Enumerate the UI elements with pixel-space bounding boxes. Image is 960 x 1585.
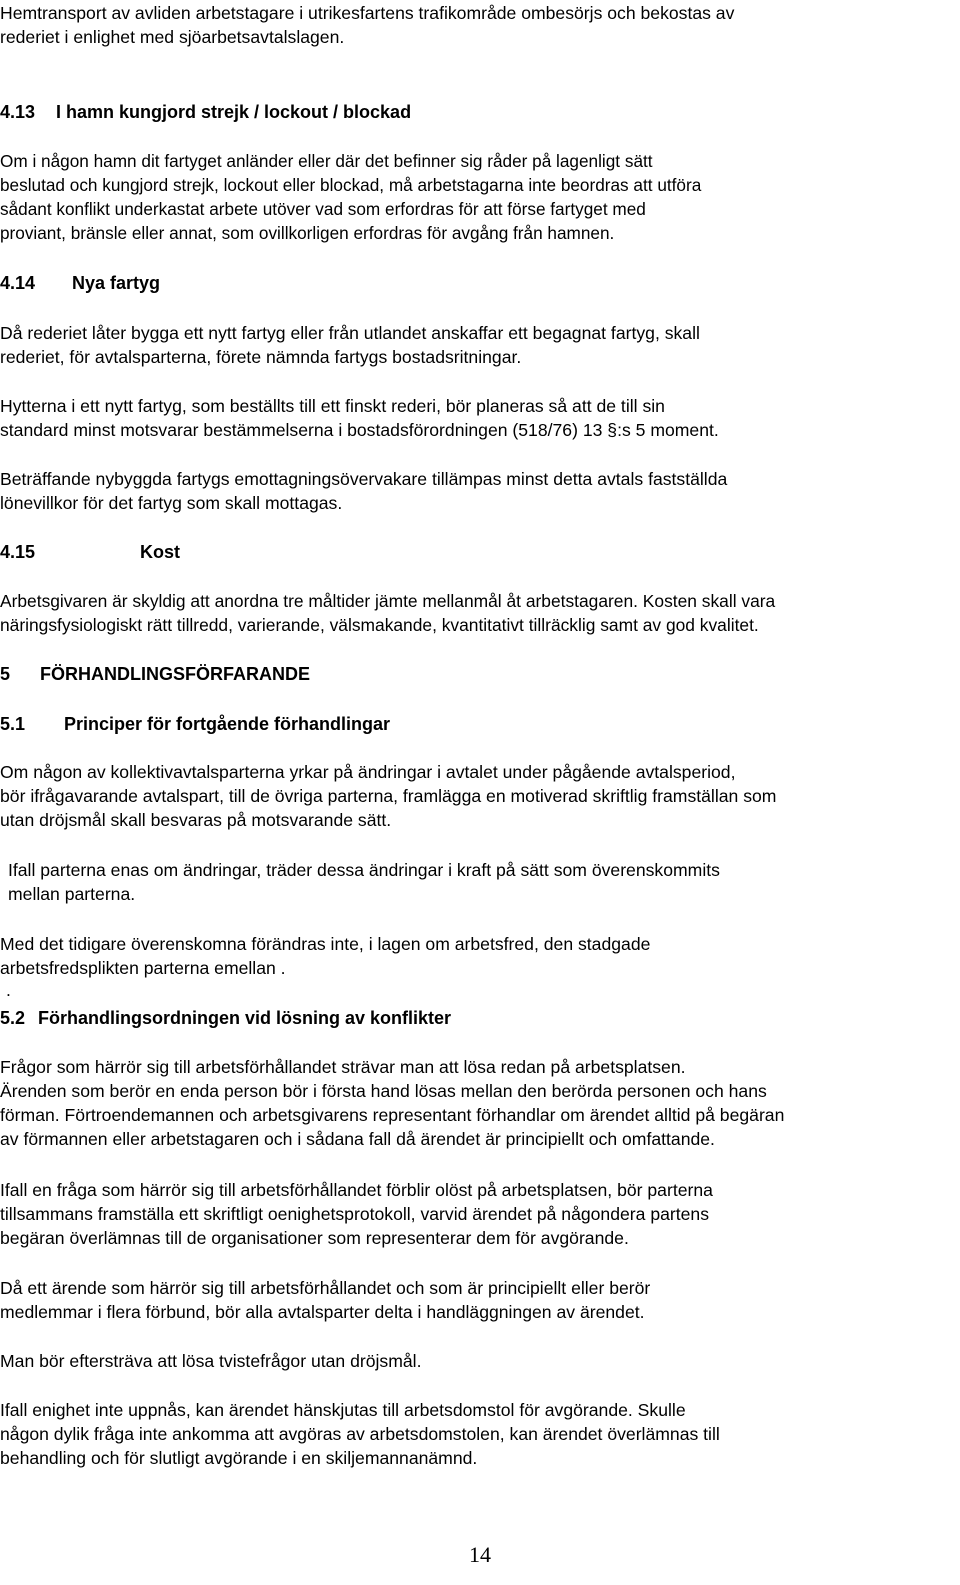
section-4-14-paragraph-1 [0, 321, 960, 369]
page-number: 14 [469, 1542, 491, 1567]
text-line: bör ifrågavarande avtalspart, till de övriga parterna, framlägga en motiverad skriftlig framställan som [0, 786, 777, 806]
section-title: Kost [140, 542, 180, 562]
text-line: behandling och för slutligt avgörande i en skiljemannanämnd. [0, 1448, 478, 1468]
text-line: näringsfysiologiskt rätt tillredd, varierande, välsmakande, kvantitativt tillräcklig samt av god kvalitet. [0, 615, 759, 635]
text-line: någon dylik fråga inte ankomma att avgöras av arbetsdomstolen, kan ärendet överlämnas till [0, 1424, 720, 1444]
text-line: arbetsfredsplikten parterna emellan . [0, 958, 286, 978]
section-title: I hamn kungjord strejk / lockout / blockad [56, 102, 412, 122]
text-line: Frågor som härrör sig till arbetsförhållandet strävar man att lösa redan på arbetsplatsen. [0, 1057, 686, 1077]
section-number: 5 [0, 664, 11, 684]
text-line: medlemmar i flera förbund, bör alla avtalsparter delta i handläggningen av ärendet. [0, 1302, 645, 1322]
text-line: sådant konflikt underkastat arbete utöver vad som erfordras för att förse fartyget med [0, 199, 646, 219]
intro-paragraph [0, 1, 960, 49]
text-line: Ifall parterna enas om ändringar, träder dessa ändringar i kraft på sätt som överenskommits [8, 860, 720, 880]
section-5-1-paragraph-2 [8, 858, 960, 906]
section-4-15-body [0, 589, 960, 637]
text-line: Om i någon hamn dit fartyget anländer eller där det befinner sig råder på lagenligt sätt [0, 151, 653, 171]
section-title: Nya fartyg [72, 273, 161, 293]
text-line: Med det tidigare överenskomna förändras inte, i lagen om arbetsfred, den stadgade [0, 934, 651, 954]
section-heading-4-13 [0, 100, 960, 124]
text-line: Arbetsgivaren är skyldig att anordna tre måltider jämte mellanmål åt arbetstagaren. Kosten skall vara [0, 591, 776, 611]
text-line: standard minst motsvarar bestämmelserna i bostadsförordningen (518/76) 13 §:s 5 moment. [0, 420, 719, 440]
section-5-2-paragraph-2 [0, 1178, 960, 1250]
section-5-2-paragraph-1 [0, 1055, 960, 1151]
text-line: utan dröjsmål skall besvaras på motsvarande sätt. [0, 810, 392, 830]
stray-dot [6, 982, 960, 998]
text-line: Då rederiet låter bygga ett nytt fartyg eller från utlandet anskaffar ett begagnat fartyg, skall [0, 323, 700, 343]
section-heading-5-2 [0, 1006, 960, 1030]
section-5-2-paragraph-5 [0, 1398, 960, 1470]
section-5-1-paragraph-3 [0, 932, 960, 980]
text-line: Beträffande nybyggda fartygs emottagningsövervakare tillämpas minst detta avtals fastställda [0, 469, 728, 489]
section-title: Principer för fortgående förhandlingar [64, 714, 391, 734]
text-line: Då ett ärende som härrör sig till arbetsförhållandet och som är principiellt eller berör [0, 1278, 651, 1298]
section-heading-4-15 [0, 540, 960, 564]
chapter-heading-5 [0, 662, 960, 686]
text-line: rederiet, för avtalsparterna, förete nämnda fartygs bostadsritningar. [0, 347, 522, 367]
section-heading-4-14 [0, 271, 960, 295]
text-line: Om någon av kollektivavtalsparterna yrkar på ändringar i avtalet under pågående avtalsperiod, [0, 762, 736, 782]
text-line: av förmannen eller arbetstagaren och i sådana fall då ärendet är principiellt och omfattande. [0, 1129, 715, 1149]
text-line: Hytterna i ett nytt fartyg, som beställts till ett finskt rederi, bör planeras så att de till sin [0, 396, 665, 416]
text-line: Man bör eftersträva att lösa tvistefrågor utan dröjsmål. [0, 1351, 422, 1371]
text-line: rederiet i enlighet med sjöarbetsavtalslagen. [0, 27, 345, 47]
text-line: beslutad och kungjord strejk, lockout eller blockad, må arbetstagarna inte beordras att utföra [0, 175, 702, 195]
section-5-2-paragraph-3 [0, 1276, 960, 1324]
text-line: Ifall enighet inte uppnås, kan ärendet hänskjutas till arbetsdomstol för avgörande. Skulle [0, 1400, 686, 1420]
section-number: 5.2 [0, 1008, 26, 1028]
text-line: tillsammans framställa ett skriftligt oenighetsprotokoll, varvid ärendet på någondera partens [0, 1204, 709, 1224]
section-5-1-paragraph-1 [0, 760, 960, 832]
text-line: förman. Förtroendemannen och arbetsgivarens representant förhandlar om ärendet alltid på begäran [0, 1105, 785, 1125]
section-heading-5-1 [0, 712, 960, 736]
section-4-14-paragraph-3 [0, 467, 960, 515]
section-number: 4.13 [0, 102, 36, 122]
section-title: FÖRHANDLINGSFÖRFARANDE [40, 664, 310, 684]
section-4-14-paragraph-2 [0, 394, 960, 442]
text-line: proviant, bränsle eller annat, som ovillkorligen erfordras för avgång från hamnen. [0, 223, 615, 243]
text-line: begäran överlämnas till de organisationer som representerar dem för avgörande. [0, 1228, 629, 1248]
section-number: 5.1 [0, 714, 26, 734]
section-5-2-paragraph-4 [0, 1349, 960, 1373]
section-4-13-body [0, 149, 960, 245]
text-line: mellan parterna. [8, 884, 136, 904]
dot-text: . [6, 980, 11, 1000]
text-line: Hemtransport av avliden arbetstagare i utrikesfartens trafikområde ombesörjs och bekostas av [0, 3, 735, 23]
section-number: 4.15 [0, 542, 36, 562]
text-line: lönevillkor för det fartyg som skall mottagas. [0, 493, 343, 513]
section-number: 4.14 [0, 273, 36, 293]
text-line: Ärenden som berör en enda person bör i första hand lösas mellan den berörda personen och hans [0, 1081, 767, 1101]
text-line: Ifall en fråga som härrör sig till arbetsförhållandet förblir olöst på arbetsplatsen, bör parterna [0, 1180, 713, 1200]
section-title: Förhandlingsordningen vid lösning av konflikter [38, 1008, 452, 1028]
